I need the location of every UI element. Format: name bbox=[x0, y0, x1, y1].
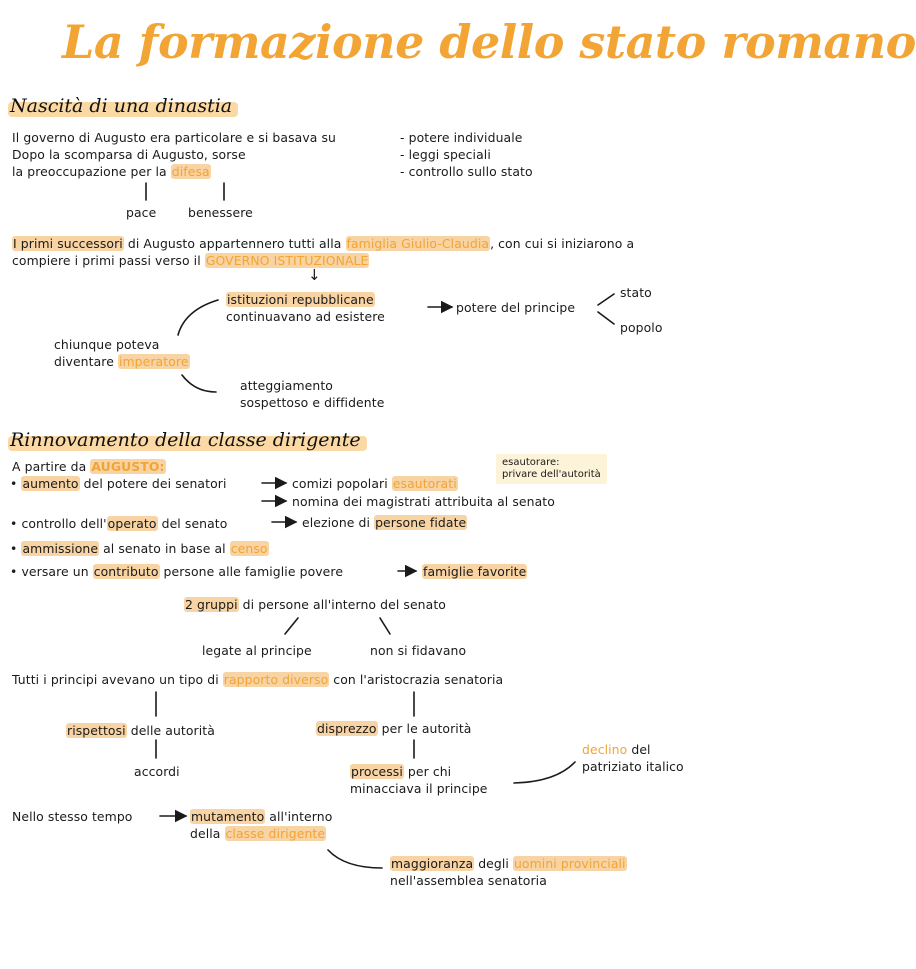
text-tutti-principi bbox=[12, 672, 503, 687]
bullet-icon: • bbox=[10, 476, 18, 491]
text-stato: stato bbox=[620, 285, 652, 300]
text-disprezzo-b: per le autorità bbox=[377, 721, 472, 736]
text-a-partire-a: A partire da bbox=[12, 459, 91, 474]
list-item-controllo: - controllo sullo stato bbox=[400, 164, 533, 179]
text-contributo-c: persone alle famiglie povere bbox=[159, 564, 344, 579]
text-istituzioni bbox=[226, 292, 375, 307]
text-gruppi bbox=[184, 597, 446, 612]
word-augusto: AUGUSTO: bbox=[91, 459, 165, 474]
word-mutamento: mutamento bbox=[191, 809, 265, 824]
text-tutti-c: con l'aristocrazia senatoria bbox=[329, 672, 504, 687]
text-aumento-b: del potere dei senatori bbox=[79, 476, 227, 491]
section-heading-rinnovamento bbox=[10, 428, 361, 452]
text-continuavano: continuavano ad esistere bbox=[226, 309, 385, 324]
text-mutamento bbox=[190, 809, 332, 824]
text-famiglie-favorite bbox=[422, 564, 527, 579]
text-processi bbox=[350, 764, 451, 779]
text-maggioranza bbox=[390, 856, 627, 871]
curve-declino bbox=[514, 762, 575, 783]
section-heading-dinastia bbox=[10, 94, 232, 118]
bullet-controllo bbox=[10, 516, 227, 531]
text-legate: legate al principe bbox=[202, 643, 312, 658]
curve-atteggiamento bbox=[182, 375, 216, 392]
bullet-icon: • bbox=[10, 516, 18, 531]
text-successori-d: , con cui si iniziarono a bbox=[490, 236, 635, 251]
text-non-fidavano: non si fidavano bbox=[370, 643, 467, 658]
text-elezione-a: elezione di bbox=[302, 515, 375, 530]
word-disprezzo: disprezzo bbox=[317, 721, 377, 736]
word-rispettosi: rispettosi bbox=[67, 723, 126, 738]
text-diventare: diventare bbox=[54, 354, 118, 369]
text-declino bbox=[582, 742, 651, 757]
word-rapporto-diverso: rapporto diverso bbox=[223, 672, 329, 687]
text-elezione bbox=[302, 515, 467, 530]
word-istituzioni: istituzioni repubblicane bbox=[227, 292, 374, 307]
word-aumento: aumento bbox=[22, 476, 79, 491]
text-governo: Il governo di Augusto era particolare e si basava su bbox=[12, 130, 337, 145]
text-declino-b: del bbox=[627, 742, 651, 757]
text-preoccupazione-a: la preoccupazione per la bbox=[12, 164, 171, 179]
text-tutti-a: Tutti i principi avevano un tipo di bbox=[12, 672, 223, 687]
bullet-ammissione bbox=[10, 541, 269, 556]
word-ammissione: ammissione bbox=[22, 541, 99, 556]
text-imperatore bbox=[54, 354, 190, 369]
text-ammissione-b: al senato in base al bbox=[99, 541, 230, 556]
text-contributo-a: versare un bbox=[21, 564, 93, 579]
word-difesa: difesa bbox=[171, 164, 210, 179]
list-item-potere: - potere individuale bbox=[400, 130, 523, 145]
word-maggioranza: maggioranza bbox=[391, 856, 474, 871]
text-scomparsa: Dopo la scomparsa di Augusto, sorse bbox=[12, 147, 246, 162]
word-governo-istituzionale: GOVERNO ISTITUZIONALE bbox=[205, 253, 369, 268]
text-rispettosi bbox=[66, 723, 215, 738]
word-uomini-provinciali: uomini provinciali bbox=[513, 856, 626, 871]
text-controllo-a: controllo dell' bbox=[21, 516, 107, 531]
curve-maggioranza bbox=[328, 850, 382, 868]
word-processi: processi bbox=[351, 764, 403, 779]
text-rispettosi-b: delle autorità bbox=[126, 723, 215, 738]
line-nonfidavano bbox=[380, 618, 390, 634]
line-legate bbox=[285, 618, 298, 634]
bullet-icon: • bbox=[10, 541, 18, 556]
text-processi-b: per chi bbox=[403, 764, 452, 779]
text-mutamento-b: all'interno bbox=[265, 809, 333, 824]
word-gruppi: 2 gruppi bbox=[185, 597, 238, 612]
line-stato bbox=[598, 294, 614, 305]
text-potere-principe: potere del principe bbox=[456, 300, 576, 315]
bullet-aumento bbox=[10, 476, 227, 491]
text-comizi bbox=[292, 476, 458, 491]
text-pace: pace bbox=[126, 205, 157, 220]
word-classe-dirigente: classe dirigente bbox=[225, 826, 326, 841]
text-assemblea: nell'assemblea senatoria bbox=[390, 873, 547, 888]
text-maggioranza-b: degli bbox=[474, 856, 513, 871]
word-esautorati: esautorati bbox=[392, 476, 457, 491]
text-disprezzo bbox=[316, 721, 472, 736]
text-classe-dirigente bbox=[190, 826, 326, 841]
text-sospettoso: sospettoso e diffidente bbox=[240, 395, 385, 410]
word-famiglia: famiglia Giulio-Claudia bbox=[346, 236, 490, 251]
word-contributo: contributo bbox=[93, 564, 159, 579]
bullet-icon: • bbox=[10, 564, 18, 579]
line-popolo bbox=[598, 312, 614, 324]
text-patriziato: patriziato italico bbox=[582, 759, 684, 774]
word-persone-fidate: persone fidate bbox=[375, 515, 467, 530]
text-passi-a: compiere i primi passi verso il bbox=[12, 253, 205, 268]
text-chiunque: chiunque poteva bbox=[54, 337, 160, 352]
text-popolo: popolo bbox=[620, 320, 663, 335]
word-censo: censo bbox=[230, 541, 268, 556]
heading-text: Rinnovamento della classe dirigente bbox=[10, 429, 361, 451]
word-famiglie-favorite: famiglie favorite bbox=[423, 564, 527, 579]
text-controllo-c: del senato bbox=[157, 516, 228, 531]
text-della: della bbox=[190, 826, 225, 841]
note-esautorare bbox=[496, 454, 607, 484]
page-title: La formazione dello stato romano bbox=[62, 15, 916, 69]
text-nello-stesso-tempo: Nello stesso tempo bbox=[12, 809, 133, 824]
text-benessere: benessere bbox=[188, 205, 253, 220]
word-successori: I primi successori bbox=[13, 236, 123, 251]
text-accordi: accordi bbox=[134, 764, 180, 779]
text-gruppi-b: di persone all'interno del senato bbox=[238, 597, 446, 612]
text-nomina: nomina dei magistrati attribuita al senato bbox=[292, 494, 555, 509]
text-minacciava: minacciava il principe bbox=[350, 781, 488, 796]
list-item-leggi: - leggi speciali bbox=[400, 147, 491, 162]
arrow-down-icon: ↓ bbox=[308, 266, 321, 284]
curve-chiunque bbox=[178, 300, 218, 335]
word-imperatore: imperatore bbox=[118, 354, 189, 369]
word-operato: operato bbox=[107, 516, 157, 531]
text-successori bbox=[12, 236, 634, 251]
text-atteggiamento: atteggiamento bbox=[240, 378, 333, 393]
bullet-contributo bbox=[10, 564, 343, 579]
heading-text: Nascità di una dinastia bbox=[10, 95, 233, 117]
text-a-partire bbox=[12, 459, 166, 474]
text-successori-b: di Augusto appartennero tutti alla bbox=[123, 236, 346, 251]
text-preoccupazione bbox=[12, 164, 211, 179]
note-term: esautorare: bbox=[502, 457, 560, 468]
text-comizi-a: comizi popolari bbox=[292, 476, 392, 491]
word-declino: declino bbox=[582, 742, 628, 757]
note-definition: privare dell'autorità bbox=[502, 469, 601, 480]
